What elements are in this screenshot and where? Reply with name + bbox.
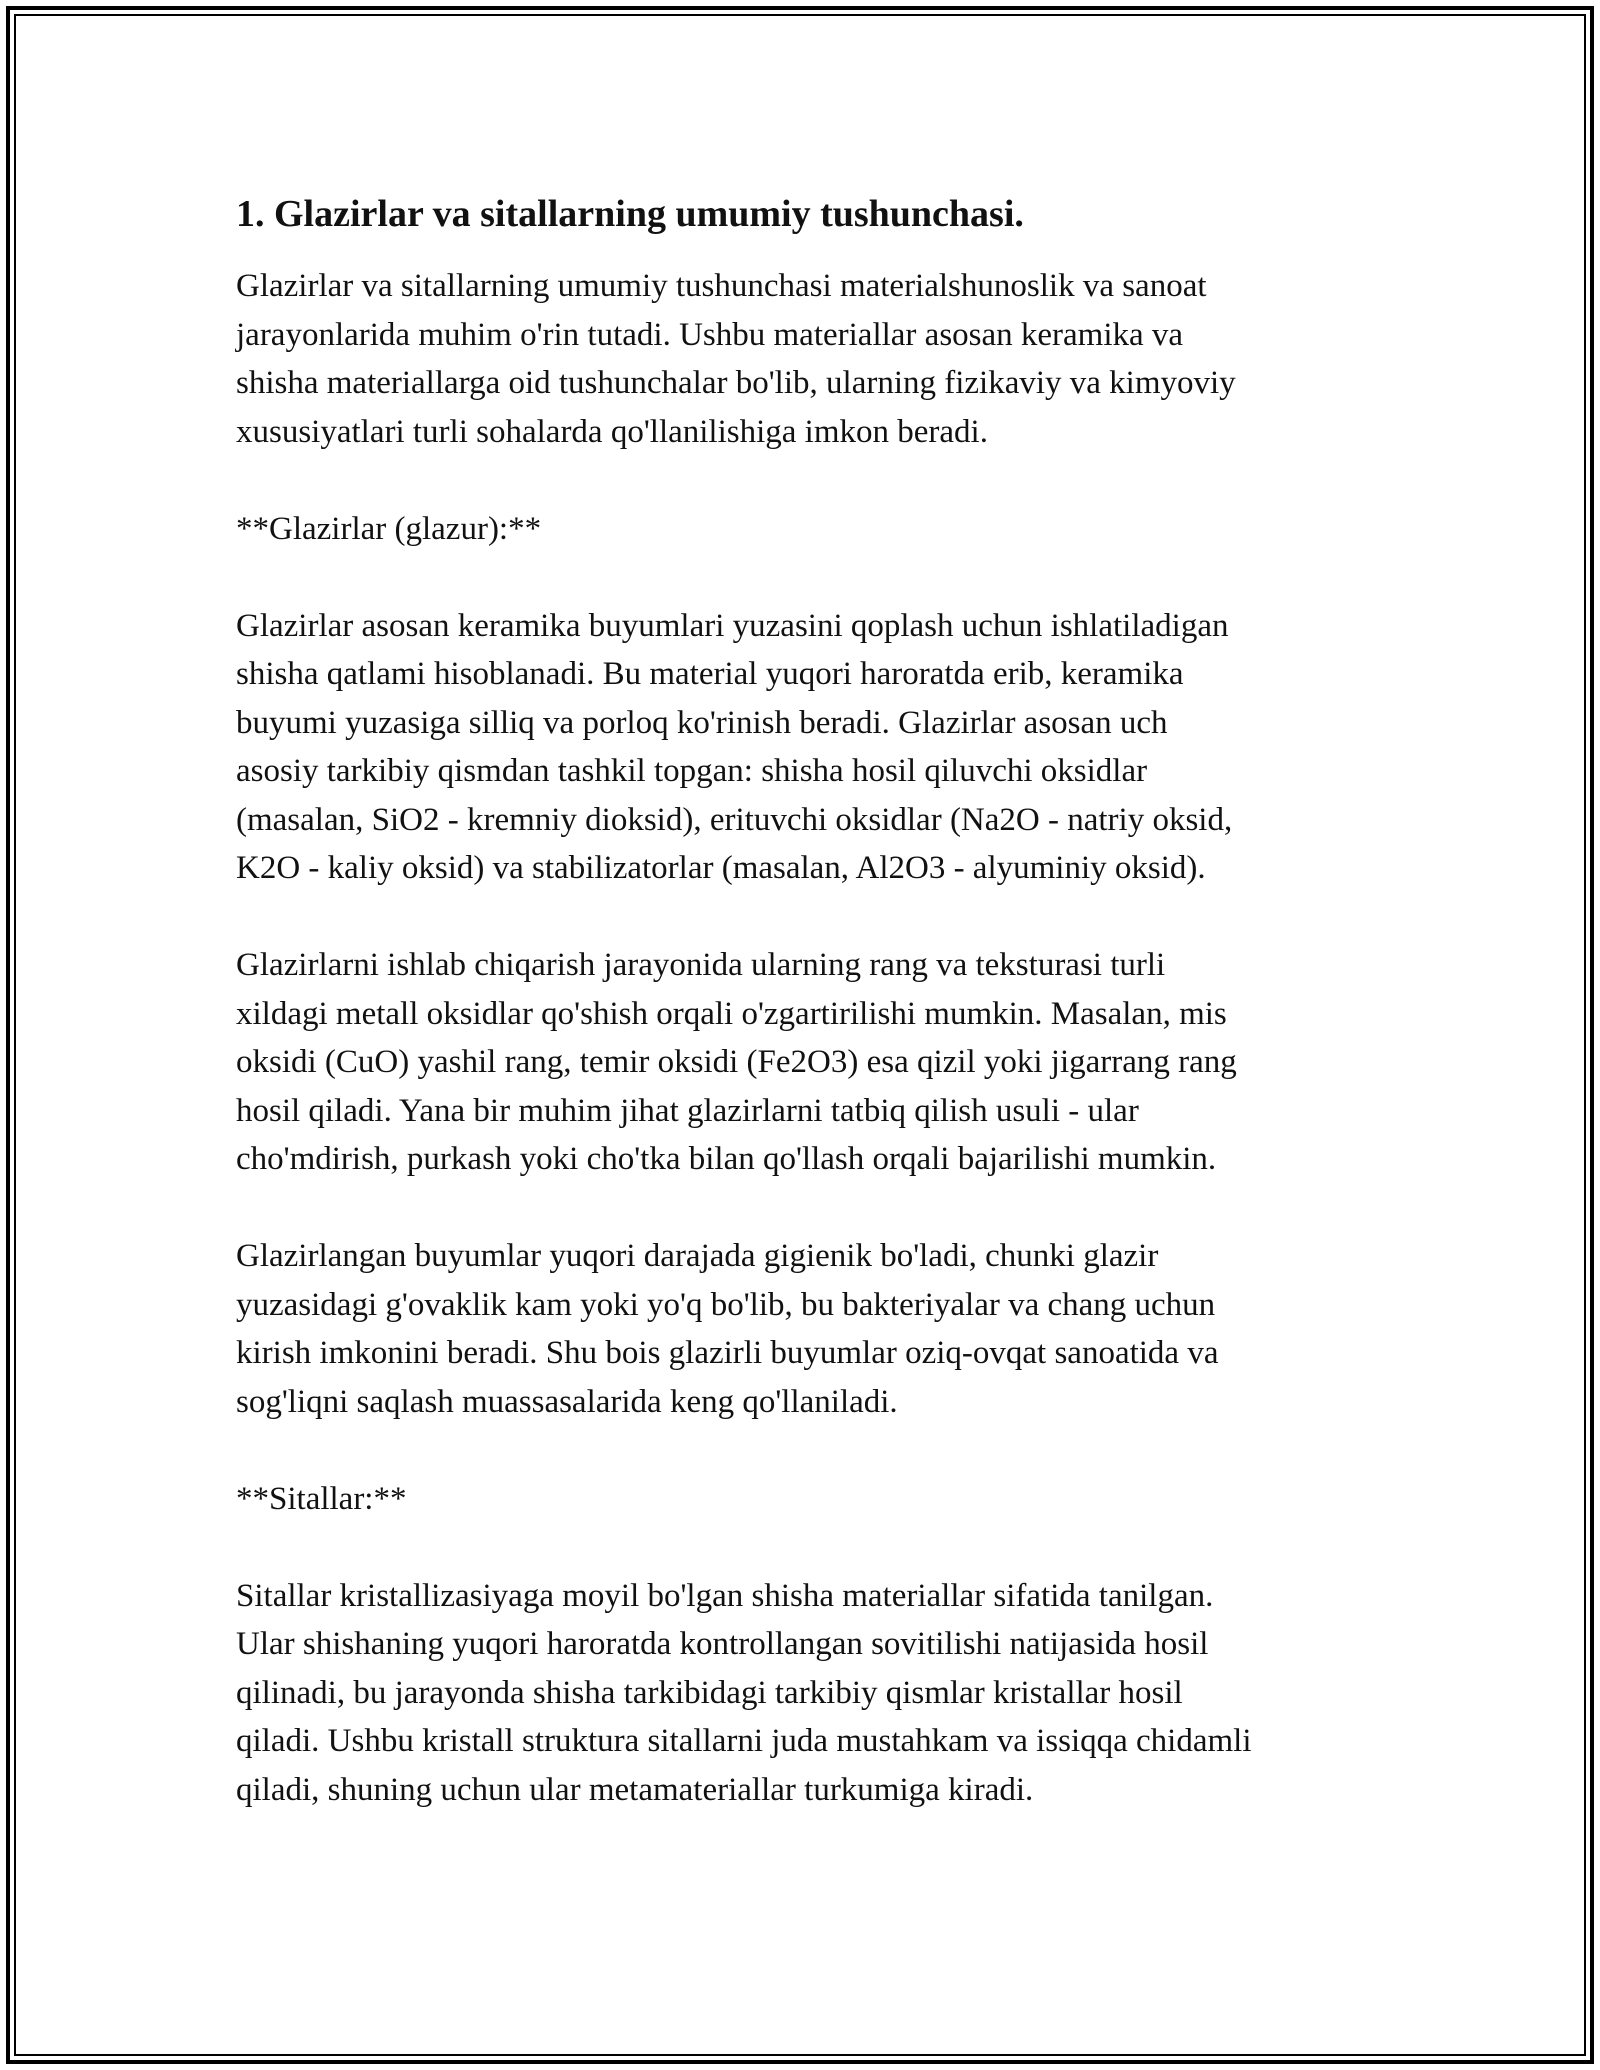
text-line: buyumi yuzasiga silliq va porloq ko'rinish beradi. Glazirlar asosan uch [236,704,1168,741]
text-line: (masalan, SiO2 - kremniy dioksid), erituvchi oksidlar (Na2O - natriy oksid, [236,801,1233,838]
text-line: oksidi (CuO) yashil rang, temir oksidi (Fe2O3) esa qizil yoki jigarrang rang [236,1044,1237,1080]
text-line: Sitallar kristallizasiyaga moyil bo'lgan shisha materiallar sifatida tanilgan. [236,1577,1214,1614]
text-line: qiladi. Ushbu kristall struktura sitallarni juda mustahkam va issiqqa chidamli [236,1723,1252,1759]
text-line: asosiy tarkibiy qismdan tashkil topgan: shisha hosil qiluvchi oksidlar [236,753,1148,789]
text-line: qilinadi, bu jarayonda shisha tarkibidagi tarkibiy qismlar kristallar hosil [236,1674,1183,1711]
text-line: Glazirlar va sitallarning umumiy tushunchasi materialshunoslik va sanoat [236,268,1207,304]
text-line: hosil qiladi. Yana bir muhim jihat glazirlarni tatbiq qilish usuli - ular [236,1092,1139,1129]
text-line: xildagi metall oksidlar qo'shish orqali o'zgartirilishi mumkin. Masalan, mis [236,995,1227,1032]
text-line: sog'liqni saqlash muassasalarida keng qo'llaniladi. [236,1383,898,1420]
glazirlar-paragraph-2 [236,941,1376,1184]
text-line: jarayonlarida muhim o'rin tutadi. Ushbu materiallar asosan keramika va [236,316,1184,353]
intro-paragraph [236,262,1376,456]
text-line: kirish imkonini beradi. Shu bois glazirli buyumlar oziq-ovqat sanoatida va [236,1335,1219,1371]
document-body [236,190,1376,1863]
text-line: yuzasidagi g'ovaklik kam yoki yo'q bo'lib, bu bakteriyalar va chang uchun [236,1286,1216,1323]
glazirlar-paragraph-3 [236,1232,1376,1426]
sitallar-heading: **Sitallar:** [236,1480,407,1517]
document-title: 1. Glazirlar va sitallarning umumiy tushunchasi. [236,193,1024,235]
text-line: Ular shishaning yuqori haroratda kontrollangan sovitilishi natijasida hosil [236,1626,1209,1662]
text-line: Glazirlar asosan keramika buyumlari yuzasini qoplash uchun ishlatiladigan [236,607,1229,644]
glazirlar-paragraph-1 [236,602,1376,893]
text-line: K2O - kaliy oksid) va stabilizatorlar (masalan, Al2O3 - alyuminiy oksid). [236,850,1206,886]
text-line: Glazirlarni ishlab chiqarish jarayonida ularning rang va teksturasi turli [236,947,1166,983]
glazirlar-heading: **Glazirlar (glazur):** [236,510,542,547]
text-line: cho'mdirish, purkash yoki cho'tka bilan qo'llash orqali bajarilishi mumkin. [236,1141,1217,1177]
sitallar-paragraph-1 [236,1572,1376,1815]
text-line: shisha qatlami hisoblanadi. Bu material yuqori haroratda erib, keramika [236,656,1184,692]
text-line: Glazirlangan buyumlar yuqori darajada gigienik bo'ladi, chunki glazir [236,1238,1159,1274]
text-line: xususiyatlari turli sohalarda qo'llanilishiga imkon beradi. [236,413,988,450]
text-line: shisha materiallarga oid tushunchalar bo'lib, ularning fizikaviy va kimyoviy [236,365,1236,401]
text-line: qiladi, shuning uchun ular metamateriallar turkumiga kiradi. [236,1771,1034,1808]
